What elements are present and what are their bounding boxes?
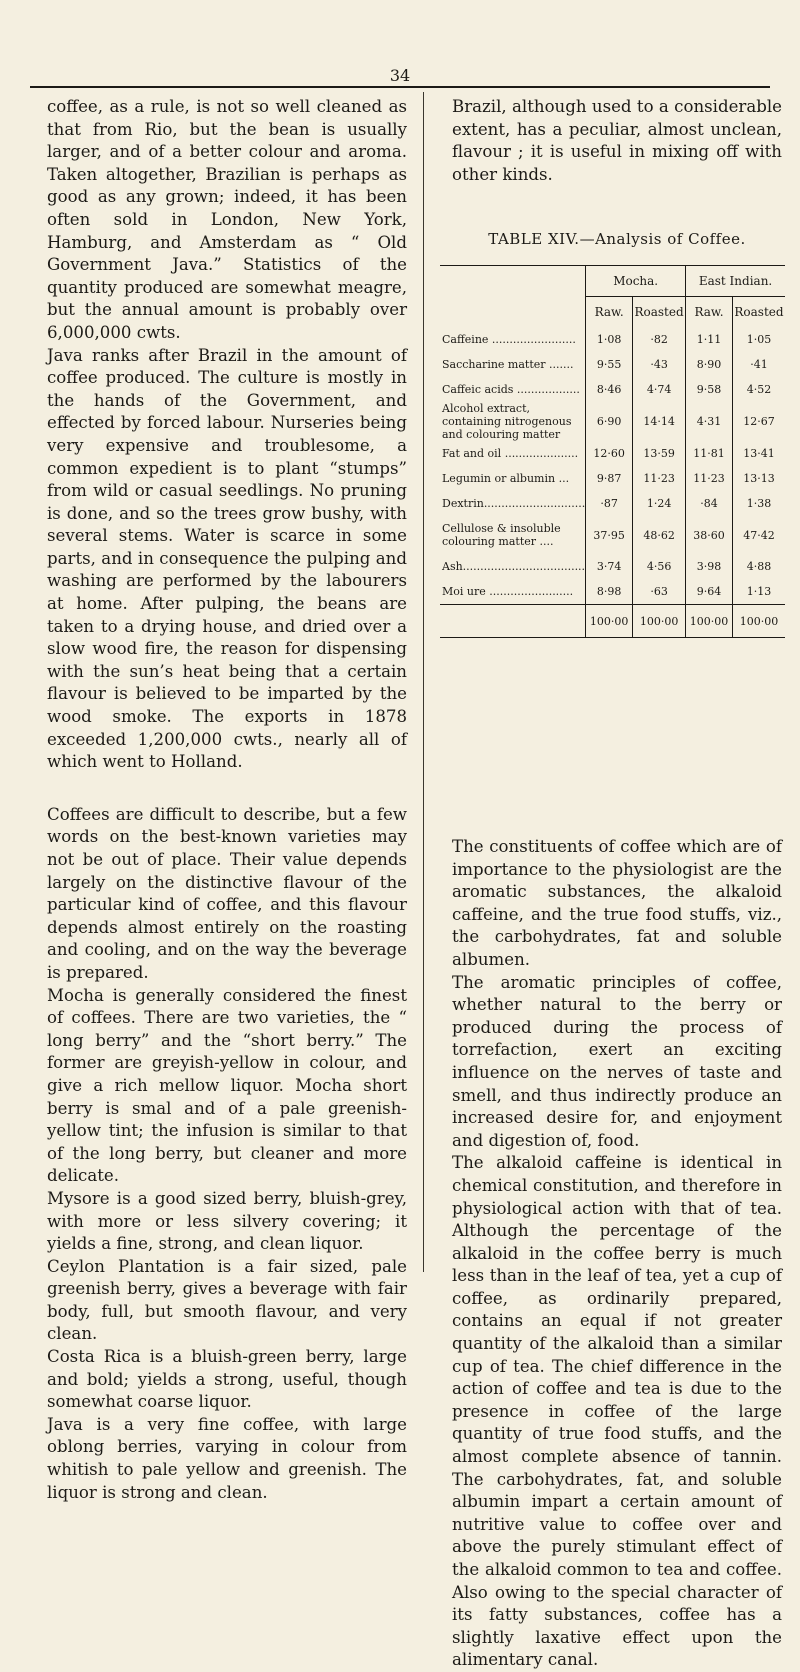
paragraph: The alkaloid caffeine is identical in chemical constitution, and therefore in physiological action with that of tea. Although the percentage of the alkaloid in the coffee berry is much less than in the leaf of tea, yet a cup of coffee, as ordinarily prepared, contains an equal if not greater quantity of the alkaloid than a similar cup of tea. The chief difference in the action of coffee and tea is due to the presence in coffee of the large quantity of true food stuffs, and the almost complete absence of tannin. The carbohydrates, fat, and soluble albumin impart a certain amount of nutritive value to coffee over and above the purely stimulant effect of the alkaloid common to tea and coffee. Also owing to the special character of its fatty substances, coffee has a slightly laxative effect upon the alimentary canal. [452, 1153, 782, 1670]
table-cell: 13·59 [633, 441, 686, 466]
table-cell: 11·23 [686, 466, 733, 491]
table-row [440, 441, 785, 466]
table-row [440, 554, 785, 579]
table-body [440, 327, 785, 638]
paragraph: Mysore is a good sized berry, bluish-grey, with more or less silvery covering; it yields a fine, strong, and clean liquor. [47, 1188, 407, 1254]
table-cell: 6·90 [586, 402, 633, 441]
table-title: TABLE XIV.—Analysis of Coffee. [488, 230, 746, 248]
column-group-header: Mocha. [586, 266, 686, 297]
row-label: Caffeine ........................ [442, 333, 576, 346]
row-label: Fat and oil ..................... [442, 447, 579, 460]
table-row [440, 352, 785, 377]
column-group-header: East Indian. [686, 266, 785, 297]
paragraph: The constituents of coffee which are of importance to the physiologist are the aromatic substances, the alkaloid caffeine, and the true food stuffs, viz., the carbohydrates, fat and soluble albumen. [452, 837, 782, 969]
table-cell: 1·11 [686, 327, 733, 352]
table-cell: 8·98 [586, 579, 633, 605]
totals-row [440, 605, 785, 638]
table-cell: 1·38 [732, 491, 785, 516]
paragraph: Costa Rica is a bluish-green berry, large and bold; yields a strong, useful, though somewhat coarse liquor. [47, 1347, 407, 1412]
table-row [440, 516, 785, 554]
row-label: Moi ure ........................ [442, 585, 574, 598]
total-cell: 100·00 [686, 605, 733, 638]
page-number: 34 [389, 66, 411, 85]
table-cell: 13·13 [732, 466, 785, 491]
left-column [47, 96, 407, 1504]
paragraph: Java ranks after Brazil in the amount of coffee produced. The culture is mostly in the hands of the Government, and effected by forced labour. Nurseries being very expensive and troublesome, a common expedient is to plant “stumps” from wild or casual seedlings. No pruning is done, and so the trees grow bushy, with several stems. Water is scarce in some parts, and in consequence the pulping and washing are performed by the labourers at home. After pulping, the beans are taken to a drying house, and dried over a slow wood fire, the reason for dispensing with the sun’s heat being that a certain flavour is believed to be imparted by the wood smoke. The exports in 1878 exceeded 1,200,000 cwts., nearly all of which went to Holland. [47, 345, 407, 772]
table-cell: 4·74 [633, 377, 686, 402]
table-row [440, 377, 785, 402]
table-cell: 4·52 [732, 377, 785, 402]
table-cell: 48·62 [633, 516, 686, 554]
table-cell: ·41 [732, 352, 785, 377]
table-cell: 14·14 [633, 402, 686, 441]
table-cell: 8·90 [686, 352, 733, 377]
table-cell: 4·31 [686, 402, 733, 441]
table-cell: 4·56 [633, 554, 686, 579]
column-header: Raw. [686, 297, 733, 328]
table-row [440, 466, 785, 491]
table-corner [440, 266, 586, 297]
table-cell: 1·24 [633, 491, 686, 516]
row-label: Caffeic acids .................. [442, 383, 580, 396]
paragraph: Mocha is generally considered the finest of coffees. There are two varieties, the “ long berry” and the “short berry.” The former are greyish-yellow in colour, and give a rich mellow liquor. Mocha short berry is smal and of a pale greenish-yellow tint; the infusion is similar to that of the long berry, but cleaner and more delicate. [47, 985, 407, 1186]
table-cell: 1·08 [586, 327, 633, 352]
table-cell: 1·05 [732, 327, 785, 352]
table-cell: 8·46 [586, 377, 633, 402]
totals-label [440, 605, 586, 638]
column-header: Roasted [633, 297, 686, 328]
paragraph: The aromatic principles of coffee, whether natural to the berry or produced during the process of torrefaction, exert an exciting influence on the nerves of taste and smell, and thus indirectly produce an increased desire for, and enjoyment and digestion of, food. [452, 972, 782, 1150]
row-label: Dextrin............................. [442, 497, 586, 510]
table-cell: ·84 [686, 491, 733, 516]
total-cell: 100·00 [732, 605, 785, 638]
table-cell: 1·13 [732, 579, 785, 605]
paragraph: Java is a very fine coffee, with large oblong berries, varying in colour from whitish to pale yellow and greenish. The liquor is strong and clean. [47, 1414, 407, 1502]
right-column-body [452, 836, 782, 1672]
table-cell: ·43 [633, 352, 686, 377]
table-row [440, 491, 785, 516]
table-cell: ·82 [633, 327, 686, 352]
table-cell: ·87 [586, 491, 633, 516]
table-cell: 9·55 [586, 352, 633, 377]
table-cell: ·63 [633, 579, 686, 605]
column-header: Raw. [586, 297, 633, 328]
row-label: Alcohol extract, containing nitrogenous and colouring matter [442, 402, 572, 441]
table-corner [440, 297, 586, 328]
table-cell: 9·87 [586, 466, 633, 491]
table-cell: 9·64 [686, 579, 733, 605]
table-cell: 3·98 [686, 554, 733, 579]
row-label: Cellulose & insoluble colouring matter .... [442, 522, 561, 548]
paragraph: coffee, as a rule, is not so well cleaned as that from Rio, but the bean is usually larger, and of a better colour and aroma. Taken altogether, Brazilian is perhaps as good as any grown; indeed, it has been often sold in London, New York, Hamburg, and Amsterdam as “ Old Government Java.” Statistics of the quantity produced are somewhat meagre, but the annual amount is probably over 6,000,000 cwts. [47, 97, 407, 342]
paragraph: Ceylon Plantation is a fair sized, pale greenish berry, gives a beverage with fair body, full, but smooth flavour, and very clean. [47, 1256, 407, 1344]
total-cell: 100·00 [586, 605, 633, 638]
row-label: Saccharine matter ....... [442, 358, 574, 371]
analysis-table [440, 265, 785, 638]
right-column-intro [452, 96, 782, 186]
table-cell: 3·74 [586, 554, 633, 579]
table-cell: 12·60 [586, 441, 633, 466]
table-cell: 38·60 [686, 516, 733, 554]
table-row [440, 579, 785, 605]
table-cell: 13·41 [732, 441, 785, 466]
table-cell: 12·67 [732, 402, 785, 441]
table-row [440, 402, 785, 441]
column-divider [423, 92, 424, 1272]
column-header: Roasted [732, 297, 785, 328]
table-cell: 4·88 [732, 554, 785, 579]
table-cell: 9·58 [686, 377, 733, 402]
table-cell: 11·81 [686, 441, 733, 466]
table-cell: 47·42 [732, 516, 785, 554]
table-row [440, 327, 785, 352]
top-rule [30, 86, 770, 88]
paragraph: Coffees are difficult to describe, but a few words on the best-known varieties may not be out of place. Their value depends largely on the distinctive flavour of the particular kind of coffee, and this flavour depends almost entirely on the roasting and cooling, and on the way the beverage is prepared. [47, 804, 407, 982]
table-cell: 37·95 [586, 516, 633, 554]
paragraph: Brazil, although used to a considerable extent, has a peculiar, almost unclean, flavour ; it is useful in mixing off with other kinds. [452, 97, 782, 184]
row-label: Ash................................... [442, 560, 586, 573]
table-cell: 11·23 [633, 466, 686, 491]
total-cell: 100·00 [633, 605, 686, 638]
row-label: Legumin or albumin ... [442, 472, 570, 485]
